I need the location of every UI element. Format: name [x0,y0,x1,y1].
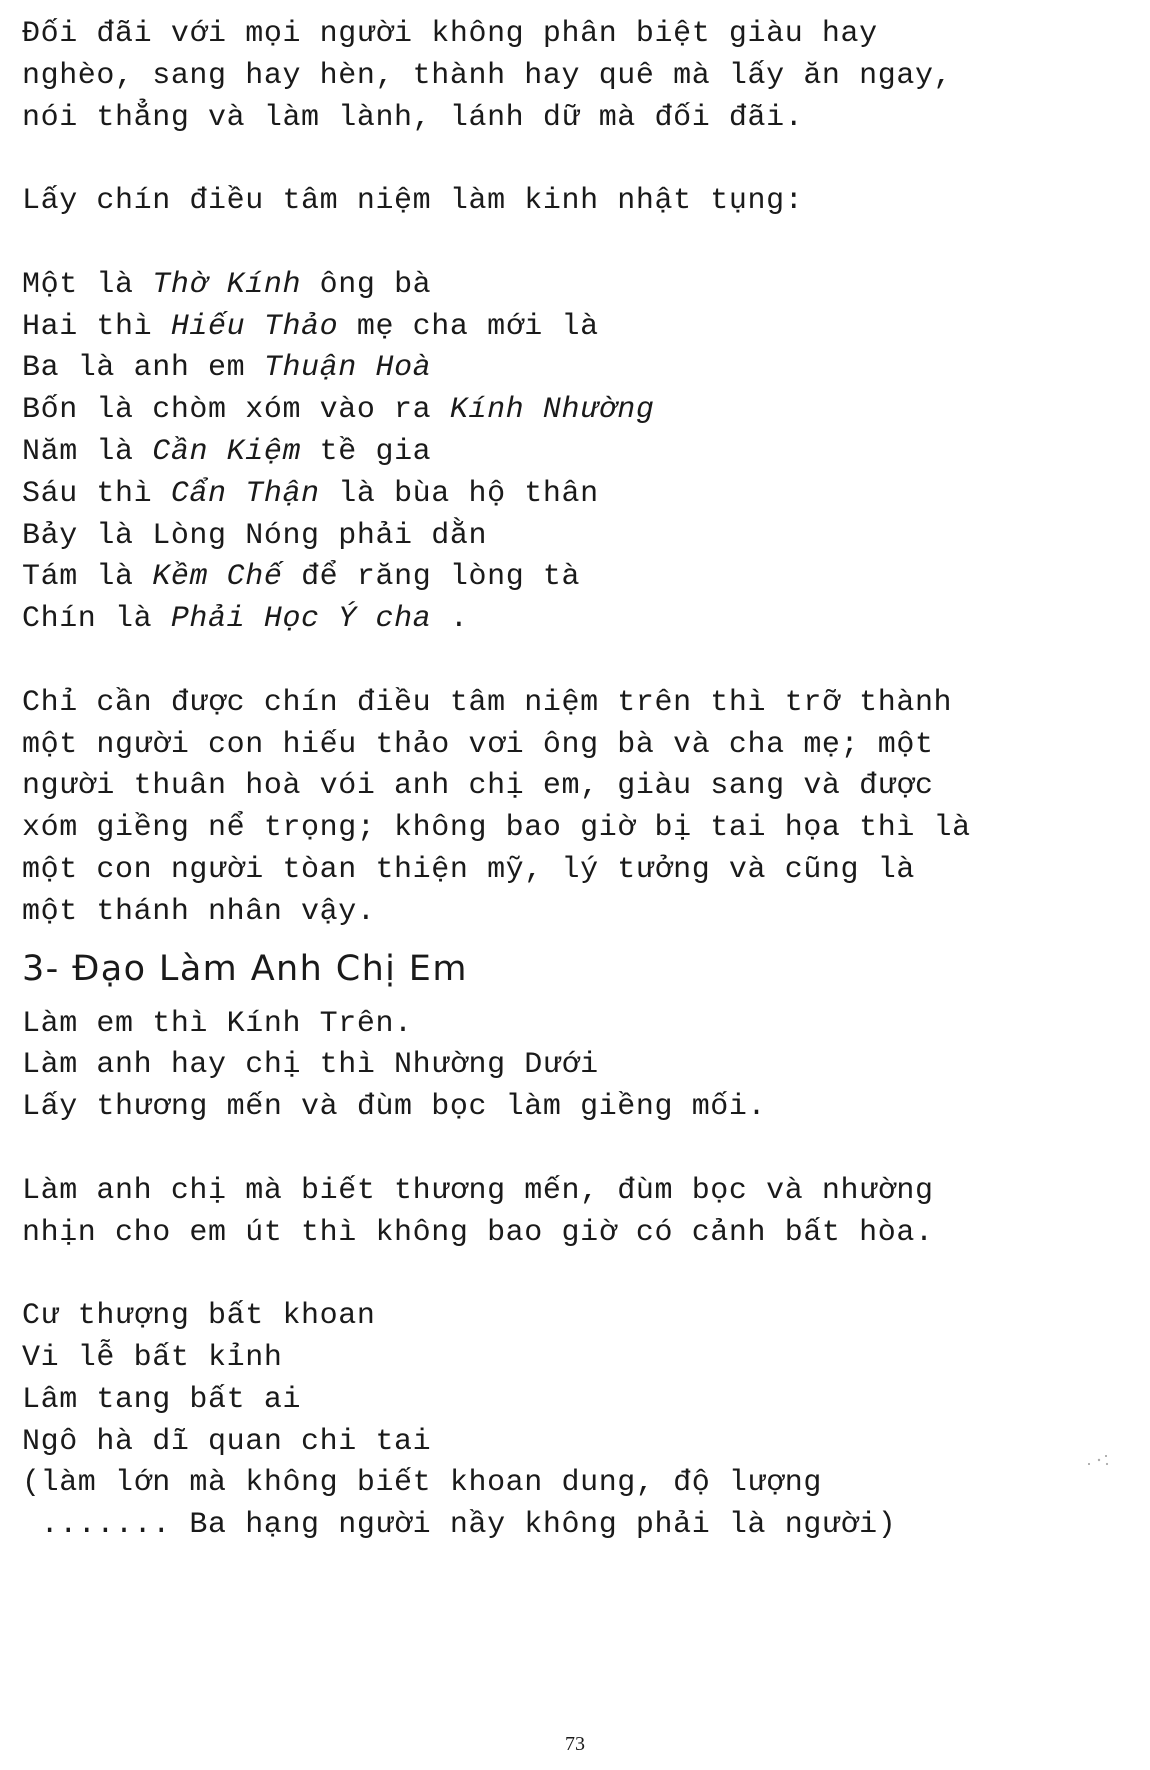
scan-speck [1085,1450,1111,1470]
text-line: Đối đãi với mọi người không phân biệt giàu hay [22,17,878,51]
text-line: Cư thượng bất khoan [22,1299,376,1334]
emphasis: Thờ Kính [152,267,302,302]
nine-principles-verse [22,265,1132,641]
text-line: Lâm tang bất ai [22,1382,302,1417]
proverb-block [22,1296,1132,1547]
verse-line: Tám là Kềm Chế để răng lòng tà [22,560,581,595]
section-lines [22,1004,1132,1129]
verse-line: Bảy là Lòng Nóng phải dằn [22,518,488,553]
emphasis: Hiếu Thảo [170,309,339,344]
text-line: Ngô hà dĩ quan chi tai [22,1424,432,1459]
text-line: một con người tòan thiện mỹ, lý tưởng và cũng là [22,852,915,887]
emphasis: Thuận Hoà [263,351,432,386]
text-line: Làm anh chị mà biết thương mến, đùm bọc và nhường [22,1173,934,1208]
emphasis: Kính Nhường [449,393,655,428]
conclusion-paragraph [22,683,1132,934]
text-line: Làm anh hay chị thì Nhường Dưới [22,1048,599,1083]
emphasis: Phải Học Ý cha [170,602,432,637]
section-paragraph [22,1171,1132,1255]
intro-paragraph [22,14,1132,139]
verse-line: Hai thì Hiếu Thảo mẹ cha mới là [22,309,599,344]
verse-line: Ba là anh em Thuận Hoà [22,351,432,386]
page-number: 73 [565,1733,585,1755]
emphasis: Kềm Chế [152,560,283,595]
verse-line: Bốn là chòm xóm vào ra Kính Nhường [22,393,655,428]
text-line: Vi lễ bất kỉnh [22,1340,283,1375]
text-line: nghèo, sang hay hèn, thành hay quê mà lấy ăn ngay, [22,58,953,93]
verse-line: Sáu thì Cẩn Thận là bùa hộ thân [22,476,599,511]
text-line: người thuân hoà vói anh chị em, giàu sang và được [22,769,934,804]
emphasis: Cần Kiệm [152,434,302,469]
text-line: ....... Ba hạng người nầy không phải là người) [22,1508,897,1543]
text-line: Chỉ cần được chín điều tâm niệm trên thì trỡ thành [22,685,953,720]
document-page [22,14,1132,1547]
text-line: Lấy thương mến và đùm bọc làm giềng mối. [22,1090,767,1125]
nine-principles-intro: Lấy chín điều tâm niệm làm kinh nhật tụng: [22,184,804,219]
section-heading: 3- Đạo Làm Anh Chị Em [22,948,468,989]
text-line: nói thẳng và làm lành, lánh dữ mà đối đãi. [22,100,804,135]
emphasis: Cẩn Thận [170,476,320,511]
text-line: Làm em thì Kính Trên. [22,1006,413,1041]
text-line: nhịn cho em út thì không bao giờ có cảnh bất hòa. [22,1215,934,1250]
verse-line: Năm là Cần Kiệm tề gia [22,434,432,469]
text-line: một người con hiếu thảo vơi ông bà và cha mẹ; một [22,727,934,762]
verse-line: Chín là Phải Học Ý cha . [22,602,469,637]
text-line: một thánh nhân vậy. [22,894,376,929]
verse-line: Một là Thờ Kính ông bà [22,267,432,302]
text-line: xóm giềng nể trọng; không bao giờ bị tai họa thì là [22,811,971,846]
text-line: (làm lớn mà không biết khoan dung, độ lượng [22,1466,822,1501]
